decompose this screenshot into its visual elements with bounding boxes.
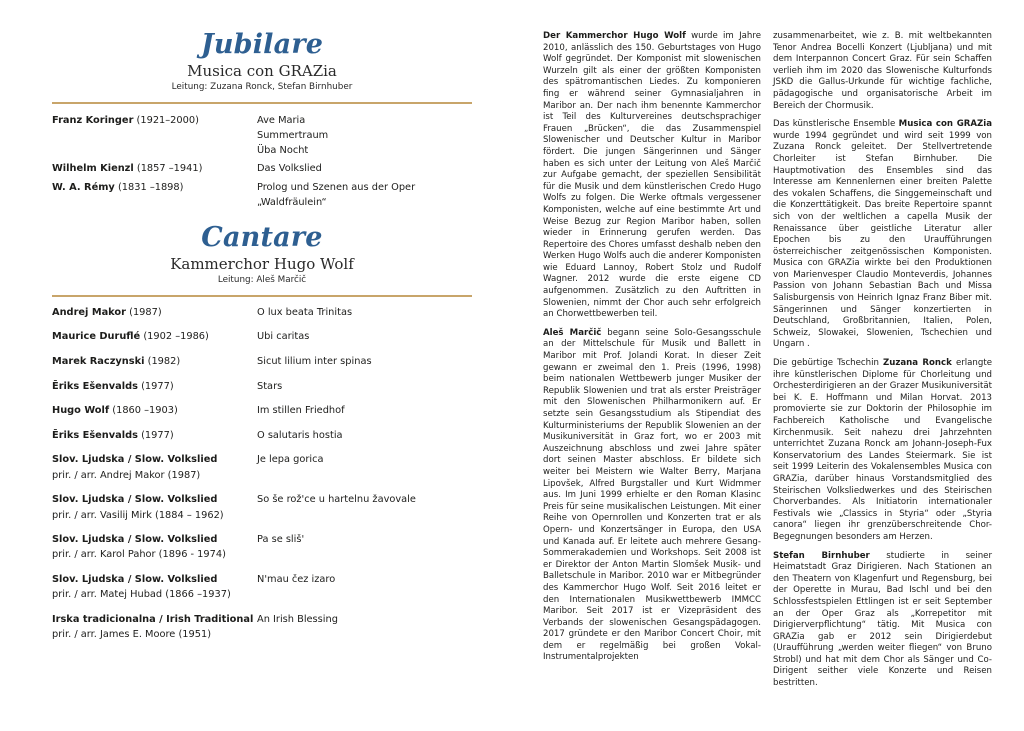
work-title: Ave Maria (257, 114, 306, 126)
composer-name: Slov. Ljudska / Slow. Volkslied (52, 494, 218, 506)
text-run: begann seine Solo-Gesangsschule an der Mittelschule für Musik und Ballett in Maribor mit Prof. Jolandi Korat. In dieser Zeit gewann er zweimal den 1. Preis (1996, 1998) beim nationalen Wettbewerb junger Musiker der Republik Slowenien und trat als erster Preisträger mit den Slowenischen Philharmonikern auf. Er setzte sein Gesangsstudium als Stipendiat des Kulturministeriums der Republik Slowenien an der Musikuniversität in Graz fort, wo er 2003 mit Auszeichnung abschloss und zwei Jahre später dort seinen Master abschloss. Er bildete sich weiter bei Meistern wie Walter Berry, Marjana Lipovšek, Alfred Burgstaller und Kurt Widmmer aus. Im Juni 1999 erhielte er den Roman Klasinc Preis für seine musikalischen Leistungen. Mit einer Reihe von Opernrollen und Konzerten trat er als Opern- und Konzertsänger in Europa, den USA und Kanada auf. Er leitete auch mehrere Gesang-Sommerakademien und Workshops. Seit 2008 ist er Direktor der Anton Martin Slomšek Musik- und Balletschule in Maribor. 2010 war er Mitbegründer des Kammerchor Hugo Wolf. Seit 2016 leitet er den Internationalen Musikwettbewerb IMMCC Maribor. Seit 2017 ist er Vizepräsident des Verbands der slowenischen Gesangspädagogen. 2017 gründete er den Maribor Concert Choir, mit dem er regelmäßig bei großen Vokal-Instrumentalprojekten (543, 327, 761, 663)
program-row (52, 492, 472, 523)
arranger-line: prir. / arr. Karol Pahor (1896 - 1974) (52, 549, 226, 561)
program-row (52, 532, 472, 563)
cantare-header (52, 221, 472, 287)
work-title: O lux beata Trinitas (257, 306, 353, 318)
program-row (52, 329, 472, 344)
leadership-line: Leitung: Aleš Marčič (217, 275, 307, 286)
leadership-line: Leitung: Zuzana Ronck, Stefan Birnhuber (171, 82, 353, 92)
text-run: wurde im Jahre 2010, anlässlich des 150. Geburtstages von Hugo Wolf gegründet. Der Komponist mit slowenischen Wurzeln gilt als einer der größten Komponisten des spätromantischen Liedes. Zu komponieren fing er während seiner Gymnasialjahren in Maribor an. Der nach ihm benennte Kammerchor ist Teil des Kulturvereines deutschsprachiger Frauen „Brücken“, die das Zusammenspiel Slowenischer und Deutscher Kultur in Maribor fördert. Die jungen Sängerinnen und Sänger haben es sich unter der Leitung von Aleš Marčič zur Aufgabe gemacht, der speziellen Sensibilität für die Musik und dem künstlerischen Credo Hugo Wolfs zu folgen. Die Werke oftmals vergessener Komponisten, welche auf eine bestimmte Art und Weise Bezug zur Region Maribor haben, sollen wieder in Erinnerung gerufen werden. Das Repertoire des Chores umfasst deshalb neben den Werken Hugo Wolfs auch die anderer Komponisten wie Eduard Lannoy, Robert Stolz und Rudolf Wagner. 2012 wurde die erste eigene CD aufgenommen. Zusätzlich zu den Auftritten in Slowenien, nimmt der Chor auch sehr erfolgreich an Chorwettbewerben teil. (543, 31, 761, 320)
program-row (52, 180, 472, 211)
composer-name: Irska tradicionalna / Irish Traditional (52, 613, 254, 625)
arranger-line: prir. / arr. Matej Hubad (1866 –1937) (52, 589, 231, 601)
program-row (52, 379, 472, 394)
composer-name: Wilhelm Kienzl (52, 163, 134, 175)
text-run: wurde 1994 gegründet und wird seit 1999 von Zuzana Ronck geleitet. Der Stellvertretende Chorleiter ist Stefan Birnhuber. Die Hauptmotivation des Ensembles sind das Interesse am Kennenlernen einer breiten Palette des vokalen Schaffens, die Singgemeinschaft und die Konzerttätigkeit. Das breite Repertoire spannt sich von der weltlichen a capella Musik der Renaissance über geistliche Literatur aller Epochen bis zu den Uraufführungen österreichischer zeitgenössischen Komponisten. Musica con GRAZia wirkte bei den Produktionen von Marienvesper Claudio Monteverdis, Johannes Passion von Johann Sebastian Bach und Missa Salisburgensis von Heinrich Ignaz Franz Biber mit. Sängerinnen und Sänger konzertierten in Deutschland, Großbritannien, Italien, Polen, Schweiz, Slowakei, Slowenien, Tschechien und Ungarn . (773, 130, 992, 350)
text-run: Die gebürtige Tschechin (773, 358, 883, 369)
composer-name: W. A. Rémy (52, 181, 115, 193)
composer-years: (1982) (147, 355, 181, 367)
works-cell (257, 305, 472, 320)
composer-name: Hugo Wolf (52, 405, 110, 417)
composer-cell (52, 492, 257, 523)
composer-cell (52, 452, 257, 483)
composer-years: (1921–2000) (136, 114, 199, 126)
works-cell (257, 379, 472, 394)
bio-paragraph (773, 551, 992, 690)
bio-paragraph (773, 31, 992, 112)
composer-years: (1902 –1986) (143, 331, 209, 343)
composer-cell (52, 428, 257, 443)
program-row (52, 305, 472, 320)
jubilare-header (52, 28, 472, 94)
composer-cell (52, 329, 257, 344)
text-run: zusammenarbeitet, wie z. B. mit weltbekannten Tenor Andrea Bocelli Konzert (Ljubljana) und mit dem Interpannon Concert Graz. Für sein Schaffen verlieh ihm im 2020 das Slowenische Kulturfonds JSKD die Gallus-Urkunde für wichtige fachliche, pädagogische und organisatorische Arbeit im Bereich der Chormusik. (773, 31, 992, 111)
divider (52, 295, 472, 297)
composer-name: Slov. Ljudska / Slow. Volkslied (52, 454, 218, 466)
text-run: erlangte ihre künstlerischen Diplome für Chorleitung und Orchesterdirigieren an der Grazer Musikuniversität bei K. E. Hoffmann und Milan Horvat. 2013 promovierte sie zur Doktorin der Philosophie im Fachbereich Katholische und Evangelische Kirchenmusik. Seit nahezu drei Jahrzehnten unterrichtet Zuzana Ronck am Johann-Joseph-Fux Konservatorium des Landes Steiermark. Sie ist seit 1999 Leiterin des Vokalensembles Musica con GRAZia, darüber hinaus Vorstandsmitglied des Steirischen Volksliedwerkes und des Steirischen Chorverbandes. Als Initiatorin internationaler Festivals wie „Classics in Styria“ oder „Styria canora“ liegen ihr grenzüberschreitende Chor-Begegnungen besonders am Herzen. (773, 358, 992, 542)
work-title: Summertraum (257, 129, 329, 141)
work-title: Pa se sliš' (257, 534, 305, 546)
work-title: Das Volkslied (257, 163, 322, 175)
composer-cell (52, 354, 257, 369)
program-row (52, 113, 472, 159)
works-cell (257, 452, 472, 483)
work-title: Üba Nocht (257, 145, 309, 157)
works-cell (257, 161, 472, 176)
composer-cell (52, 161, 257, 176)
work-title: Sicut lilium inter spinas (257, 355, 372, 367)
composer-years: (1860 –1903) (112, 405, 178, 417)
composer-cell (52, 379, 257, 394)
composer-cell (52, 572, 257, 603)
work-title: „Waldfräulein“ (257, 196, 327, 208)
program-row (52, 572, 472, 603)
jubilare-program (52, 113, 472, 211)
works-cell (257, 113, 472, 159)
works-cell (257, 180, 472, 211)
bold-name: Aleš Marčič (543, 327, 602, 338)
program-row (52, 403, 472, 418)
biography-column-middle (543, 31, 761, 664)
ensemble-name: Musica con GRAZia (187, 62, 337, 80)
works-cell (257, 572, 472, 603)
composer-cell (52, 612, 257, 643)
work-title: O salutaris hostia (257, 429, 343, 441)
composer-years: (1977) (141, 380, 174, 392)
composer-cell (52, 403, 257, 418)
text-run: Das künstlerische Ensemble (773, 119, 899, 130)
bold-name: Musica con GRAZia (898, 119, 992, 130)
works-cell (257, 354, 472, 369)
program-row (52, 428, 472, 443)
work-title: N'mau čez izaro (257, 574, 336, 586)
composer-years: (1977) (141, 429, 174, 441)
work-title: Stars (257, 380, 283, 392)
bold-name: Zuzana Ronck (883, 358, 952, 369)
program-row (52, 612, 472, 643)
work-title: An Irish Blessing (257, 613, 338, 625)
composer-name: Marek Raczynski (52, 355, 145, 367)
bio-paragraph (773, 119, 992, 351)
arranger-line: prir. / arr. Vasilij Mirk (1884 – 1962) (52, 509, 224, 521)
composer-name: Franz Koringer (52, 114, 134, 126)
ensemble-name: Kammerchor Hugo Wolf (170, 255, 354, 274)
works-cell (257, 329, 472, 344)
composer-name: Andrej Makor (52, 306, 126, 318)
bold-name: Stefan Birnhuber (773, 550, 870, 561)
divider (52, 102, 472, 104)
arranger-line: prir. / arr. James E. Moore (1951) (52, 629, 212, 641)
cantare-program (52, 305, 472, 643)
composer-years: (1987) (129, 306, 162, 318)
composer-years: (1857 –1941) (136, 163, 203, 175)
bold-name: Der Kammerchor Hugo Wolf (543, 31, 686, 41)
work-title: Ubi caritas (257, 331, 310, 343)
work-title: Prolog und Szenen aus der Oper (257, 181, 416, 193)
composer-cell (52, 113, 257, 159)
composer-name: Ēriks Ešenvalds (52, 429, 138, 441)
works-cell (257, 428, 472, 443)
composer-name: Maurice Duruflé (52, 331, 141, 343)
works-cell (257, 492, 472, 523)
biography-column-right (773, 31, 992, 690)
composer-name: Ēriks Ešenvalds (52, 380, 138, 392)
arranger-line: prir. / arr. Andrej Makor (1987) (52, 469, 201, 481)
program-row (52, 452, 472, 483)
works-cell (257, 532, 472, 563)
section-title: Cantare (201, 222, 323, 254)
bio-paragraph (773, 358, 992, 544)
program-row (52, 161, 472, 176)
text-run: studierte in seiner Heimatstadt Graz Dirigieren. Nach Stationen an den Theatern von Klagenfurt und Regensburg, bei der Operette in Murau, Bad Ischl und bei den Schlossfestspielen Ettlingen ist er seit September an der Oper Graz als „Korrepetitor mit Dirigierverpflichtung“ tätig. Mit Musica con GRAZia gab er 2012 sein Dirigierdebut (Uraufführung „werden weiter fliegen“ von Bruno Strobl) und hat mit dem Chor als Sänger und Co-Dirigent seither viele Konzerte und Reisen bestritten. (773, 550, 992, 689)
program-column (52, 28, 472, 643)
bio-paragraph (543, 31, 761, 321)
work-title: Im stillen Friedhof (257, 405, 345, 417)
composer-years: (1831 –1898) (117, 181, 184, 193)
work-title: Je lepa gorica (257, 454, 324, 466)
works-cell (257, 612, 472, 643)
bio-paragraph (543, 328, 761, 664)
works-cell (257, 403, 472, 418)
composer-name: Slov. Ljudska / Slow. Volkslied (52, 534, 218, 546)
program-row (52, 354, 472, 369)
composer-cell (52, 532, 257, 563)
work-title: So še rož'ce u hartelnu žavovale (257, 494, 416, 506)
composer-cell (52, 305, 257, 320)
section-title: Jubilare (200, 29, 324, 60)
composer-name: Slov. Ljudska / Slow. Volkslied (52, 574, 218, 586)
composer-cell (52, 180, 257, 211)
